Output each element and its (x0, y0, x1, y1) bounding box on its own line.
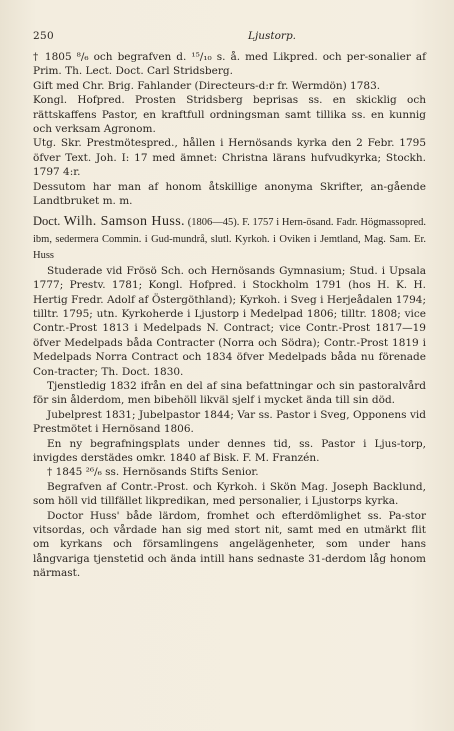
entry-heading-rest: (1806—45). F. 1757 i Hern-ösand. Fadr. Högmassopred. ibm, sedermera Commin. i Gud-mundrå, slutl. Kyrkoh. i Oviken i Jemtland, Mag. Sam. Er. Huss (33, 217, 426, 262)
jubilee-paragraph: Jubelprest 1831; Jubelpastor 1844; Var ss. Pastor i Sveg, Opponens vid Prestmötet i Hernösand 1806. (33, 408, 426, 436)
death-paragraph: † 1845 ²⁶/₆ ss. Hernösands Stifts Senior. (47, 466, 259, 479)
entry-title-prefix: Doct. (33, 214, 64, 229)
page-header (33, 30, 426, 46)
character-note: Kongl. Hofpred. Prosten Stridsberg beprisas ss. en skicklig och rättskaffens Pastor, en kraftfull ordningsman samt tillika ss. en kunnig och verksam Agronom. (33, 94, 426, 136)
burial-paragraph: Begrafven af Contr.-Prost. och Kyrkoh. i Skön Mag. Joseph Backlund, som höll vid tillfället likpredikan, med personalier, i Ljustorps kyrka. (33, 480, 426, 508)
career-paragraph: Studerade vid Frösö Sch. och Hernösands Gymnasium; Stud. i Upsala 1777; Prestv. 1781; Kongl. Hofpred. i Stockholm 1791 (hos H. K. H. Hertig Fredr. Adolf af Östergöthland); Kyrkoh. i Sveg i Herjeådalen 1794; tilltr. 1795; utn. Kyrkoherde i Ljustorp i Medelpad 1806; tilltr. 1808; vice Contr.-Prost 1813 i Medelpads N. Contract; vice Contr.-Prost 1817—19 öfver Medelpads båda Contracter (Norra och Södra); Contr.-Prost 1819 i Medelpads Norra Contract och 1834 öfver Medelpads båda nu förenade Con-tracter; Th. Doct. 1830. (33, 264, 426, 378)
running-head: Ljustorp. (248, 30, 296, 42)
biography-entry (33, 214, 426, 580)
leave-paragraph: Tjenstledig 1832 ifrån en del af sina befattningar och sin pastoralvård för sin ålderdom, men bibehöll likväl sjelf i mycket ända till sin död. (33, 379, 426, 407)
marriage-note: Gift med Chr. Brig. Fahlander (Directeurs-d:r fr. Wermdön) 1783. (33, 79, 381, 92)
tribute-paragraph: Doctor Huss' både lärdom, fromhet och efterdömlighet ss. Pa-stor vitsordas, och vårdade han sig med stort nit, samt med en utmärkt flit om kyrkans och församlingens angelägenheter, som under hans långvariga tjenstetid och ända intill hans sednaste 31-derdom låg honom närmast. (33, 509, 426, 580)
page-number: 250 (33, 30, 54, 42)
death-note: † 1805 ⁸/₆ och begrafven d. ¹⁵/₁₀ s. å. med Likpred. och per-sonalier af Prim. Th. Lect. Doct. Carl Stridsberg. (33, 51, 426, 78)
previous-entry-continuation (33, 50, 426, 208)
entry-heading (33, 214, 426, 263)
entry-name: Wilh. Samson Huss. (63, 214, 185, 230)
writings-note: Utg. Skr. Prestmötespred., hållen i Hernösands kyrka den 2 Febr. 1795 öfver Text. Joh. I: 17 med ämnet: Christna lärans hufvudkyrka; Stockh. 1797 4:r. (33, 137, 426, 179)
anonymous-writings-note: Dessutom har man af honom åtskillige anonyma Skrifter, an-gående Landtbruket m. m. (33, 180, 426, 208)
cemetery-paragraph: En ny begrafningsplats under dennes tid, ss. Pastor i Ljus-torp, invigdes derstädes omkr. 1840 af Bisk. F. M. Franzén. (33, 437, 426, 464)
